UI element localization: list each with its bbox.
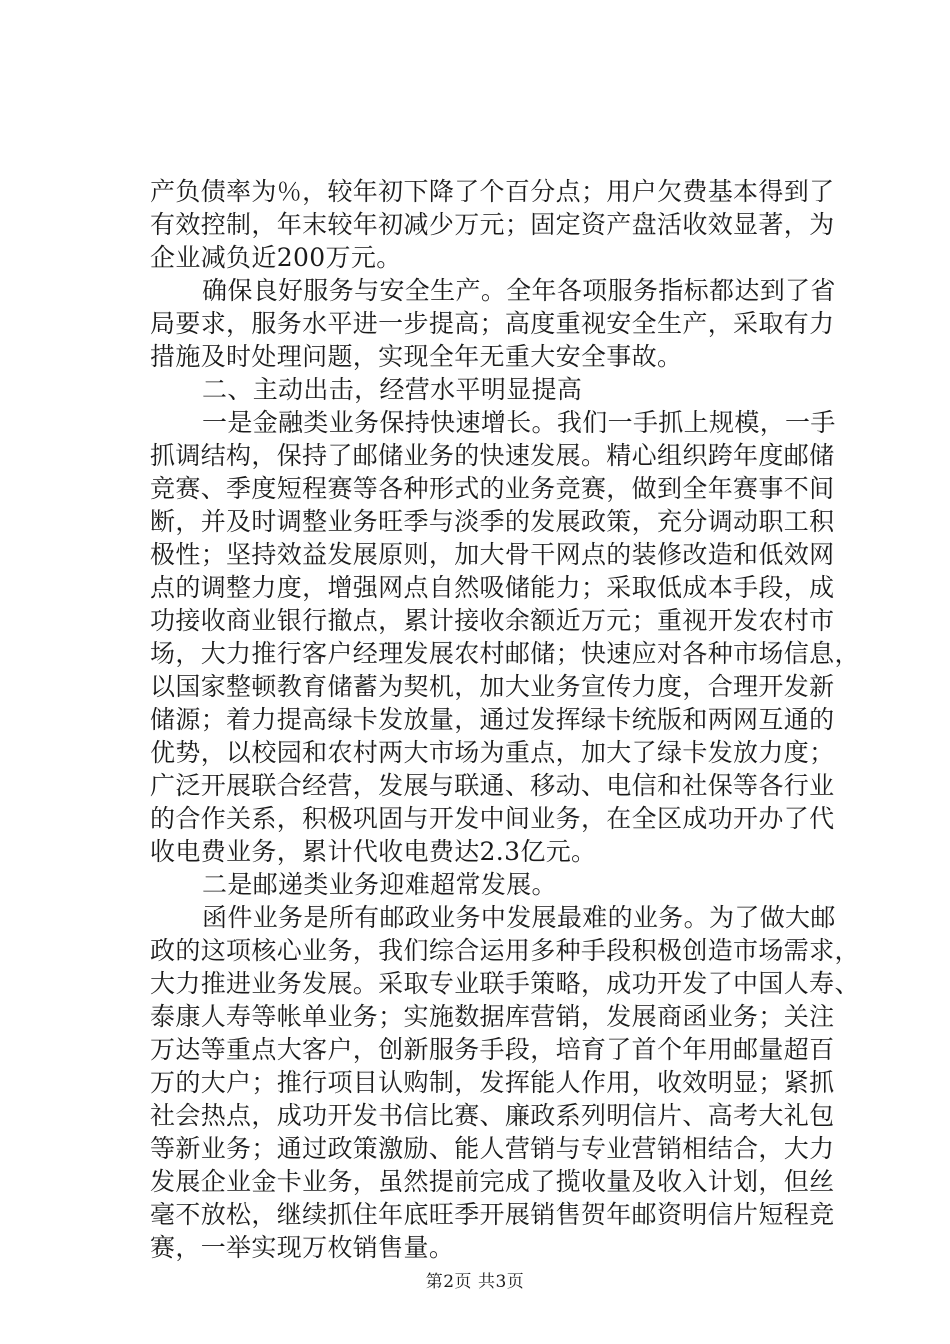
body-text-line: 局要求，服务水平进一步提高；高度重视安全生产，采取有力 [150, 309, 835, 338]
body-text-line: 场，大力推行客户经理发展农村邮储；快速应对各种市场信息， [150, 639, 860, 668]
body-text-line: 功接收商业银行撤点，累计接收余额近万元；重视开发农村市 [150, 606, 835, 635]
body-text-line: 极性；坚持效益发展原则，加大骨干网点的装修改造和低效网 [150, 540, 835, 569]
body-text-line: 优势，以校园和农村两大市场为重点，加大了绿卡发放力度； [150, 738, 835, 767]
paragraph-start-line: 函件业务是所有邮政业务中发展最难的业务。为了做大邮 [202, 903, 836, 932]
paragraph-start-line: 一是金融类业务保持快速增长。我们一手抓上规模，一手 [202, 408, 836, 437]
body-text-line: 政的这项核心业务，我们综合运用多种手段积极创造市场需求， [150, 936, 860, 965]
body-text-line: 泰康人寿等帐单业务；实施数据库营销，发展商函业务；关注 [150, 1002, 835, 1031]
body-text-line: 广泛开展联合经营，发展与联通、移动、电信和社保等各行业 [150, 771, 835, 800]
body-text-line: 产负债率为％，较年初下降了个百分点；用户欠费基本得到了 [150, 177, 835, 206]
subsection-heading: 二是邮递类业务迎难超常发展。 [202, 870, 557, 899]
body-text-line: 等新业务；通过政策激励、能人营销与专业营销相结合，大力 [150, 1134, 835, 1163]
paragraph-start-line: 确保良好服务与安全生产。全年各项服务指标都达到了省 [202, 276, 836, 305]
body-text-line: 的合作关系，积极巩固与开发中间业务，在全区成功开办了代 [150, 804, 835, 833]
body-text-line: 有效控制，年末较年初减少万元；固定资产盘活收效显著，为 [150, 210, 835, 239]
section-heading: 二、主动出击，经营水平明显提高 [202, 375, 583, 404]
body-text-line: 点的调整力度，增强网点自然吸储能力；采取低成本手段，成 [150, 573, 835, 602]
body-text-line: 储源；着力提高绿卡发放量，通过发挥绿卡统版和两网互通的 [150, 705, 835, 734]
body-text-line: 断，并及时调整业务旺季与淡季的发展政策，充分调动职工积 [150, 507, 835, 536]
body-text-line: 竞赛、季度短程赛等各种形式的业务竞赛，做到全年赛事不间 [150, 474, 835, 503]
body-text-line: 以国家整顿教育储蓄为契机，加大业务宣传力度，合理开发新 [150, 672, 835, 701]
body-text-line: 赛，一举实现万枚销售量。 [150, 1233, 455, 1262]
body-text-line: 社会热点，成功开发书信比赛、廉政系列明信片、高考大礼包 [150, 1101, 835, 1130]
body-text-line: 万的大户；推行项目认购制，发挥能人作用，收效明显；紧抓 [150, 1068, 835, 1097]
body-text-line: 措施及时处理问题，实现全年无重大安全事故。 [150, 342, 683, 371]
body-text-line: 毫不放松，继续抓住年底旺季开展销售贺年邮资明信片短程竞 [150, 1200, 835, 1229]
body-text-line: 万达等重点大客户，创新服务手段，培育了首个年用邮量超百 [150, 1035, 835, 1064]
page-number-footer: 第2页 共3页 [425, 1272, 525, 1292]
body-text-line: 发展企业金卡业务，虽然提前完成了揽收量及收入计划，但丝 [150, 1167, 835, 1196]
body-text-line: 抓调结构，保持了邮储业务的快速发展。精心组织跨年度邮储 [150, 441, 835, 470]
body-text-line: 大力推进业务发展。采取专业联手策略，成功开发了中国人寿、 [150, 969, 860, 998]
body-text-line: 收电费业务，累计代收电费达2.3亿元。 [150, 837, 597, 866]
body-text-line: 企业减负近200万元。 [150, 243, 402, 272]
